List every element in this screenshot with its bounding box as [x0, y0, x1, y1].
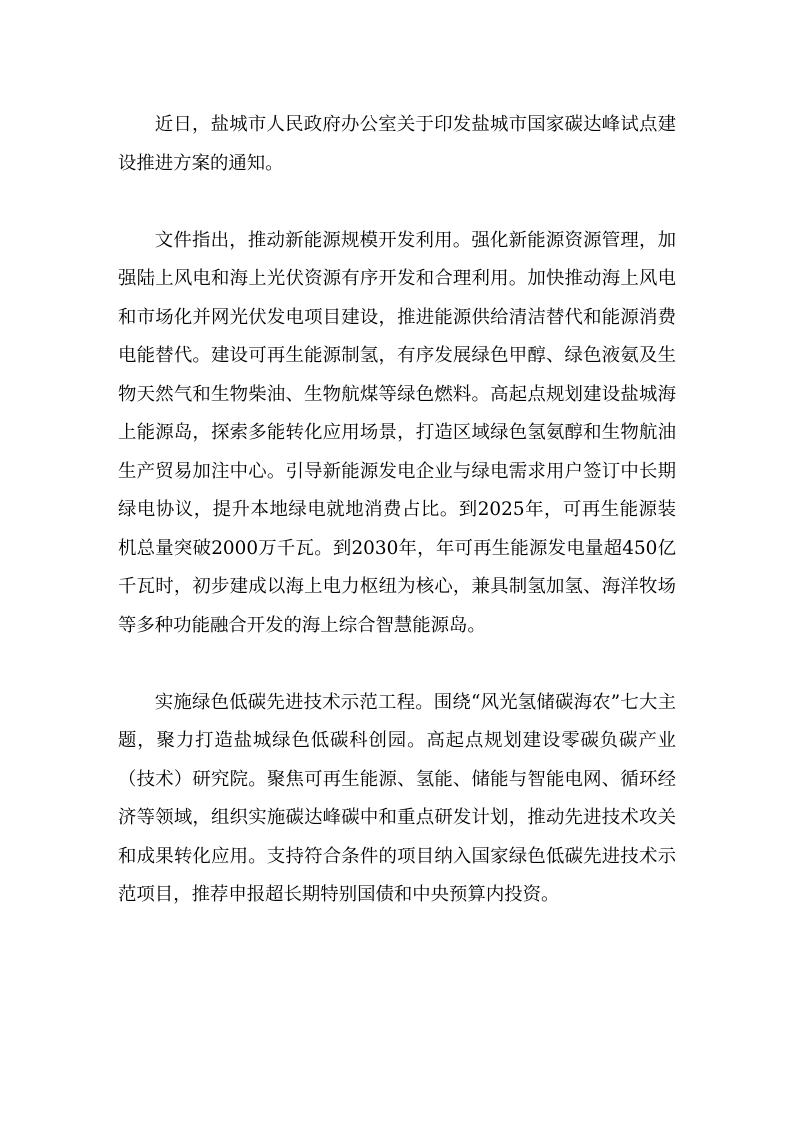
paragraph-intro: 近日，盐城市人民政府办公室关于印发盐城市国家碳达峰试点建设推进方案的通知。 [118, 114, 676, 174]
document-page [118, 106, 676, 953]
paragraph-low-carbon-tech: 实施绿色低碳先进技术示范工程。围绕“风光氢储碳海农”七大主题，聚力打造盐城绿色低碳科创园。高起点规划建设零碳负碳产业（技术）研究院。聚焦可再生能源、氢能、储能与智能电网、循环经济等领域，组织实施碳达峰碳中和重点研发计划，推动先进技术攻关和成果转化应用。支持符合条件的项目纳入国家绿色低碳先进技术示范项目，推荐申报超长期特别国债和中央预算内投资。 [118, 691, 676, 905]
paragraph-new-energy: 文件指出，推动新能源规模开发利用。强化新能源资源管理，加强陆上风电和海上光伏资源有序开发和合理利用。加快推动海上风电和市场化并网光伏发电项目建设，推进能源供给清洁替代和能源消费电能替代。建设可再生能源制氢，有序发展绿色甲醇、绿色液氨及生物天然气和生物柴油、生物航煤等绿色燃料。高起点规划建设盐城海上能源岛，探索多能转化应用场景，打造区域绿色氢氨醇和生物航油生产贸易加注中心。引导新能源发电企业与绿电需求用户签订中长期绿电协议，提升本地绿电就地消费占比。到2025年，可再生能源装机总量突破2000万千瓦。到2030年，年可再生能源发电量超450亿千瓦时，初步建成以海上电力枢纽为核心，兼具制氢加氢、海洋牧场等多种功能融合开发的海上综合智慧能源岛。 [118, 229, 676, 636]
